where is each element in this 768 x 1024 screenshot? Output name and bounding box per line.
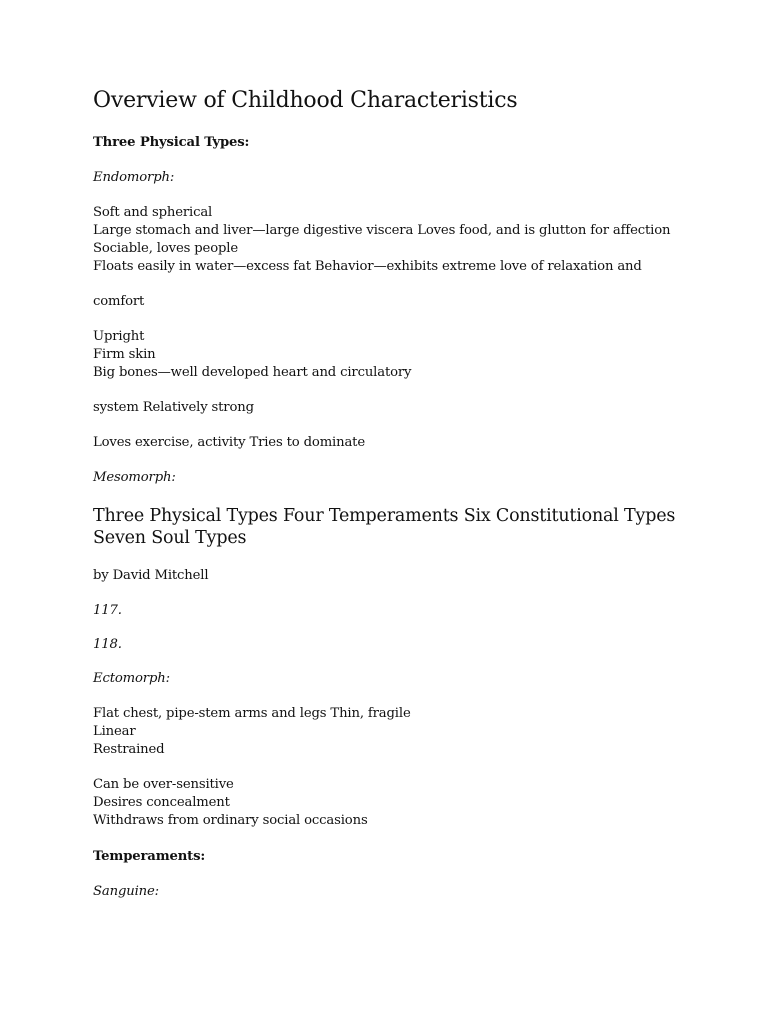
document-title: Overview of Childhood Characteristics xyxy=(93,88,518,113)
endomorph-line: Upright xyxy=(93,329,145,344)
endomorph-line: Soft and spherical xyxy=(93,205,213,220)
page-number: 117. xyxy=(93,603,122,618)
endomorph-line: system Relatively strong xyxy=(93,400,254,415)
endomorph-line: Loves exercise, activity Tries to dominate xyxy=(93,435,365,450)
ectomorph-line: Desires concealment xyxy=(93,795,230,810)
endomorph-line: Firm skin xyxy=(93,347,156,362)
endomorph-line: Big bones—well developed heart and circulatory xyxy=(93,365,412,380)
endomorph-label: Endomorph: xyxy=(93,170,175,185)
ectomorph-line: Flat chest, pipe-stem arms and legs Thin, fragile xyxy=(93,706,411,721)
physical-types-heading: Three Physical Types: xyxy=(93,135,250,150)
endomorph-line: Sociable, loves people xyxy=(93,241,239,256)
ectomorph-line: Withdraws from ordinary social occasions xyxy=(93,813,368,828)
book-title: Three Physical Types Four Temperaments Six Constitutional Types Seven Soul Types xyxy=(93,506,676,548)
ectomorph-line: Can be over-sensitive xyxy=(93,777,234,792)
ectomorph-line: Restrained xyxy=(93,742,165,757)
endomorph-line: Large stomach and liver—large digestive viscera Loves food, and is glutton for affection xyxy=(93,223,671,238)
ectomorph-label: Ectomorph: xyxy=(93,671,170,686)
endomorph-line: Floats easily in water—excess fat Behavior—exhibits extreme love of relaxation and xyxy=(93,259,642,274)
temperaments-heading: Temperaments: xyxy=(93,849,206,864)
author-line: by David Mitchell xyxy=(93,568,209,583)
sanguine-label: Sanguine: xyxy=(93,884,159,899)
page-number: 118. xyxy=(93,637,122,652)
endomorph-line: comfort xyxy=(93,294,145,309)
ectomorph-line: Linear xyxy=(93,724,136,739)
mesomorph-label: Mesomorph: xyxy=(93,470,176,485)
